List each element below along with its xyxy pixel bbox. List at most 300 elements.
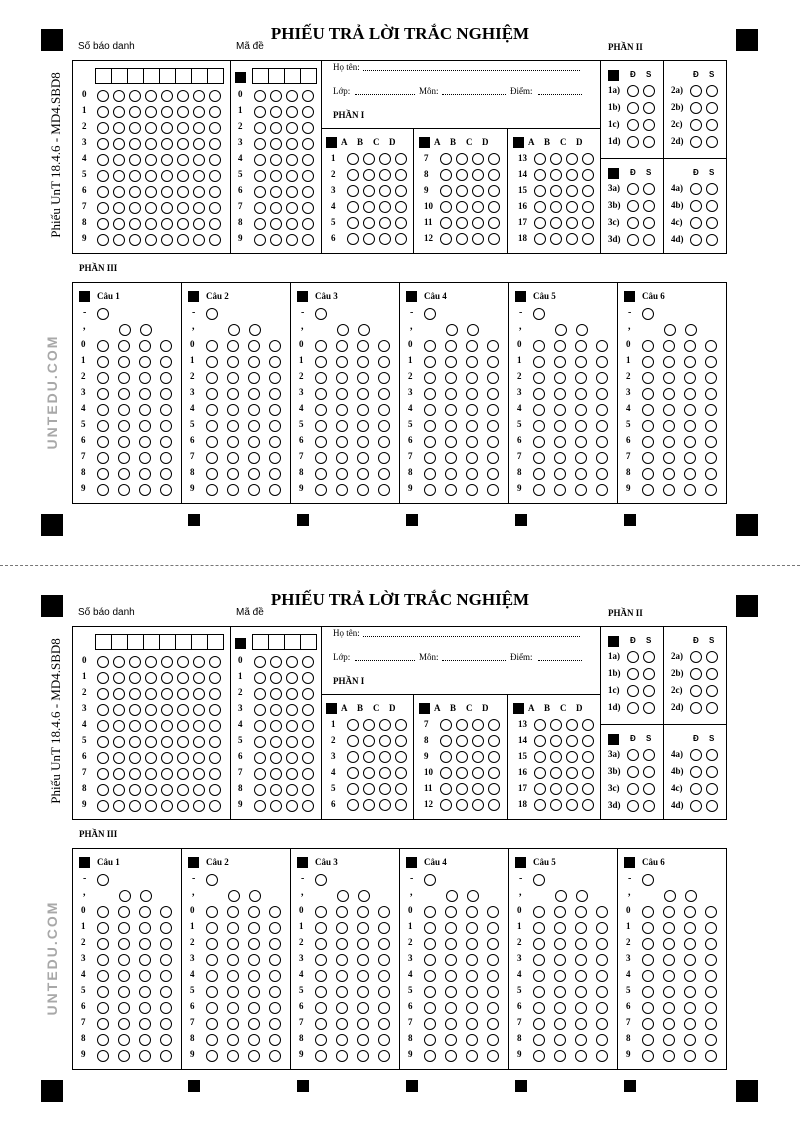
- part1-answer-bubble[interactable]: [347, 217, 359, 229]
- part1-answer-bubble[interactable]: [363, 719, 375, 731]
- part1-answer-bubble[interactable]: [534, 799, 546, 811]
- part1-answer-bubble[interactable]: [363, 153, 375, 165]
- part3-digit-bubble[interactable]: [97, 1018, 109, 1030]
- part3-digit-bubble[interactable]: [642, 372, 654, 384]
- part3-digit-bubble[interactable]: [445, 388, 457, 400]
- part3-digit-bubble[interactable]: [487, 404, 499, 416]
- part3-digit-bubble[interactable]: [315, 970, 327, 982]
- part2-true-bubble[interactable]: [627, 200, 639, 212]
- sbd-bubble[interactable]: [193, 122, 205, 134]
- part3-digit-bubble[interactable]: [466, 452, 478, 464]
- part3-digit-bubble[interactable]: [663, 1034, 675, 1046]
- exam-code-bubble[interactable]: [254, 704, 266, 716]
- sbd-bubble[interactable]: [193, 656, 205, 668]
- part3-digit-bubble[interactable]: [642, 1050, 654, 1062]
- part3-digit-bubble[interactable]: [554, 452, 566, 464]
- sbd-bubble[interactable]: [145, 768, 157, 780]
- part3-digit-bubble[interactable]: [378, 356, 390, 368]
- part3-digit-bubble[interactable]: [487, 1034, 499, 1046]
- exam-code-bubble[interactable]: [254, 656, 266, 668]
- sbd-bubble[interactable]: [129, 218, 141, 230]
- part3-digit-bubble[interactable]: [663, 986, 675, 998]
- exam-code-bubble[interactable]: [254, 672, 266, 684]
- part3-digit-bubble[interactable]: [642, 388, 654, 400]
- exam-code-digit-cell[interactable]: [284, 634, 301, 650]
- part3-digit-bubble[interactable]: [97, 1050, 109, 1062]
- exam-code-bubble[interactable]: [270, 688, 282, 700]
- sbd-bubble[interactable]: [161, 656, 173, 668]
- sbd-bubble[interactable]: [193, 720, 205, 732]
- part3-digit-bubble[interactable]: [575, 1034, 587, 1046]
- part3-digit-bubble[interactable]: [705, 1018, 717, 1030]
- sbd-bubble[interactable]: [161, 138, 173, 150]
- part2-false-bubble[interactable]: [706, 651, 718, 663]
- part1-answer-bubble[interactable]: [440, 217, 452, 229]
- part1-answer-bubble[interactable]: [472, 169, 484, 181]
- sbd-bubble[interactable]: [145, 704, 157, 716]
- part3-digit-bubble[interactable]: [248, 468, 260, 480]
- sbd-bubble[interactable]: [129, 768, 141, 780]
- part1-answer-bubble[interactable]: [582, 783, 594, 795]
- part3-digit-bubble[interactable]: [596, 372, 608, 384]
- part3-digit-bubble[interactable]: [160, 970, 172, 982]
- part3-digit-bubble[interactable]: [97, 922, 109, 934]
- part3-digit-bubble[interactable]: [466, 420, 478, 432]
- part2-false-bubble[interactable]: [643, 800, 655, 812]
- part3-digit-bubble[interactable]: [642, 484, 654, 496]
- part1-answer-bubble[interactable]: [395, 201, 407, 213]
- exam-code-bubble[interactable]: [302, 720, 314, 732]
- part3-digit-bubble[interactable]: [642, 938, 654, 950]
- sbd-bubble[interactable]: [177, 704, 189, 716]
- part3-digit-bubble[interactable]: [269, 1034, 281, 1046]
- sbd-bubble[interactable]: [113, 170, 125, 182]
- part3-digit-bubble[interactable]: [424, 388, 436, 400]
- part2-false-bubble[interactable]: [643, 685, 655, 697]
- exam-code-bubble[interactable]: [286, 122, 298, 134]
- part3-digit-bubble[interactable]: [424, 1018, 436, 1030]
- part3-digit-bubble[interactable]: [315, 1034, 327, 1046]
- part3-digit-bubble[interactable]: [378, 404, 390, 416]
- part3-digit-bubble[interactable]: [554, 484, 566, 496]
- part3-digit-bubble[interactable]: [684, 372, 696, 384]
- sbd-bubble[interactable]: [97, 202, 109, 214]
- part3-digit-bubble[interactable]: [487, 970, 499, 982]
- part3-digit-bubble[interactable]: [466, 1034, 478, 1046]
- part3-digit-bubble[interactable]: [596, 356, 608, 368]
- part3-digit-bubble[interactable]: [533, 906, 545, 918]
- sbd-bubble[interactable]: [145, 234, 157, 246]
- part3-digit-bubble[interactable]: [248, 436, 260, 448]
- comma-bubble[interactable]: [467, 890, 479, 902]
- part3-digit-bubble[interactable]: [466, 1018, 478, 1030]
- part3-digit-bubble[interactable]: [424, 468, 436, 480]
- part3-digit-bubble[interactable]: [466, 484, 478, 496]
- part1-answer-bubble[interactable]: [395, 767, 407, 779]
- part3-digit-bubble[interactable]: [336, 388, 348, 400]
- sbd-bubble[interactable]: [129, 704, 141, 716]
- part3-digit-bubble[interactable]: [206, 922, 218, 934]
- part3-digit-bubble[interactable]: [596, 1002, 608, 1014]
- part1-answer-bubble[interactable]: [456, 767, 468, 779]
- sbd-bubble[interactable]: [145, 688, 157, 700]
- part1-answer-bubble[interactable]: [363, 185, 375, 197]
- sbd-bubble[interactable]: [177, 768, 189, 780]
- part1-answer-bubble[interactable]: [488, 719, 500, 731]
- part3-digit-bubble[interactable]: [487, 922, 499, 934]
- part3-digit-bubble[interactable]: [160, 436, 172, 448]
- exam-code-digit-cell[interactable]: [284, 68, 301, 84]
- part3-digit-bubble[interactable]: [378, 372, 390, 384]
- exam-code-bubble[interactable]: [270, 800, 282, 812]
- part3-digit-bubble[interactable]: [705, 1050, 717, 1062]
- part3-digit-bubble[interactable]: [160, 1002, 172, 1014]
- part3-digit-bubble[interactable]: [269, 372, 281, 384]
- part1-answer-bubble[interactable]: [582, 153, 594, 165]
- part3-digit-bubble[interactable]: [445, 484, 457, 496]
- sbd-bubble[interactable]: [209, 800, 221, 812]
- part3-digit-bubble[interactable]: [424, 1034, 436, 1046]
- part3-digit-bubble[interactable]: [315, 452, 327, 464]
- part1-answer-bubble[interactable]: [488, 201, 500, 213]
- sbd-bubble[interactable]: [145, 186, 157, 198]
- exam-code-bubble[interactable]: [286, 234, 298, 246]
- part3-digit-bubble[interactable]: [336, 1034, 348, 1046]
- part1-answer-bubble[interactable]: [456, 217, 468, 229]
- part3-digit-bubble[interactable]: [269, 388, 281, 400]
- part1-answer-bubble[interactable]: [550, 169, 562, 181]
- sbd-bubble[interactable]: [97, 800, 109, 812]
- sbd-bubble[interactable]: [161, 186, 173, 198]
- exam-code-bubble[interactable]: [286, 720, 298, 732]
- sbd-bubble[interactable]: [113, 154, 125, 166]
- exam-code-bubble[interactable]: [302, 138, 314, 150]
- part3-digit-bubble[interactable]: [227, 452, 239, 464]
- part3-digit-bubble[interactable]: [487, 986, 499, 998]
- part3-digit-bubble[interactable]: [269, 484, 281, 496]
- exam-code-bubble[interactable]: [254, 154, 266, 166]
- part1-answer-bubble[interactable]: [379, 751, 391, 763]
- part3-digit-bubble[interactable]: [160, 954, 172, 966]
- part1-answer-bubble[interactable]: [440, 735, 452, 747]
- part1-answer-bubble[interactable]: [440, 767, 452, 779]
- sbd-bubble[interactable]: [97, 704, 109, 716]
- part2-false-bubble[interactable]: [706, 183, 718, 195]
- sbd-bubble[interactable]: [97, 186, 109, 198]
- part3-digit-bubble[interactable]: [227, 1018, 239, 1030]
- comma-bubble[interactable]: [140, 890, 152, 902]
- part3-digit-bubble[interactable]: [575, 986, 587, 998]
- part3-digit-bubble[interactable]: [269, 356, 281, 368]
- part3-digit-bubble[interactable]: [596, 452, 608, 464]
- part2-false-bubble[interactable]: [706, 85, 718, 97]
- part3-digit-bubble[interactable]: [424, 452, 436, 464]
- part3-digit-bubble[interactable]: [227, 340, 239, 352]
- part3-digit-bubble[interactable]: [554, 1050, 566, 1062]
- part3-digit-bubble[interactable]: [160, 404, 172, 416]
- part3-digit-bubble[interactable]: [466, 436, 478, 448]
- part1-answer-bubble[interactable]: [440, 201, 452, 213]
- part3-digit-bubble[interactable]: [269, 954, 281, 966]
- exam-code-bubble[interactable]: [254, 170, 266, 182]
- sbd-bubble[interactable]: [113, 90, 125, 102]
- part3-digit-bubble[interactable]: [97, 452, 109, 464]
- part3-digit-bubble[interactable]: [554, 986, 566, 998]
- part3-digit-bubble[interactable]: [97, 372, 109, 384]
- part1-answer-bubble[interactable]: [440, 233, 452, 245]
- part3-digit-bubble[interactable]: [315, 436, 327, 448]
- sbd-bubble[interactable]: [177, 800, 189, 812]
- part3-digit-bubble[interactable]: [97, 938, 109, 950]
- part1-answer-bubble[interactable]: [582, 735, 594, 747]
- part3-digit-bubble[interactable]: [378, 436, 390, 448]
- exam-code-bubble[interactable]: [302, 186, 314, 198]
- part1-answer-bubble[interactable]: [395, 719, 407, 731]
- part3-digit-bubble[interactable]: [663, 340, 675, 352]
- part3-digit-bubble[interactable]: [554, 468, 566, 480]
- sbd-bubble[interactable]: [193, 90, 205, 102]
- part1-answer-bubble[interactable]: [347, 185, 359, 197]
- part1-answer-bubble[interactable]: [363, 169, 375, 181]
- sbd-bubble[interactable]: [193, 672, 205, 684]
- part3-digit-bubble[interactable]: [315, 372, 327, 384]
- minus-bubble[interactable]: [424, 874, 436, 886]
- sbd-bubble[interactable]: [209, 720, 221, 732]
- part3-digit-bubble[interactable]: [160, 1018, 172, 1030]
- part3-digit-bubble[interactable]: [533, 468, 545, 480]
- sbd-bubble[interactable]: [193, 688, 205, 700]
- part2-true-bubble[interactable]: [690, 749, 702, 761]
- part2-false-bubble[interactable]: [643, 234, 655, 246]
- part1-answer-bubble[interactable]: [488, 185, 500, 197]
- part3-digit-bubble[interactable]: [139, 922, 151, 934]
- part3-digit-bubble[interactable]: [248, 1002, 260, 1014]
- part2-true-bubble[interactable]: [690, 766, 702, 778]
- part3-digit-bubble[interactable]: [97, 340, 109, 352]
- exam-code-bubble[interactable]: [254, 90, 266, 102]
- part3-digit-bubble[interactable]: [118, 372, 130, 384]
- comma-bubble[interactable]: [446, 890, 458, 902]
- part3-digit-bubble[interactable]: [424, 340, 436, 352]
- exam-code-bubble[interactable]: [254, 218, 266, 230]
- part3-digit-bubble[interactable]: [227, 372, 239, 384]
- sbd-bubble[interactable]: [209, 106, 221, 118]
- name-field[interactable]: [363, 70, 580, 71]
- sbd-bubble[interactable]: [113, 218, 125, 230]
- part2-true-bubble[interactable]: [627, 217, 639, 229]
- part3-digit-bubble[interactable]: [160, 468, 172, 480]
- part3-digit-bubble[interactable]: [466, 1050, 478, 1062]
- part1-answer-bubble[interactable]: [550, 767, 562, 779]
- part3-digit-bubble[interactable]: [596, 1018, 608, 1030]
- part3-digit-bubble[interactable]: [357, 986, 369, 998]
- exam-code-bubble[interactable]: [254, 186, 266, 198]
- comma-bubble[interactable]: [555, 324, 567, 336]
- part1-answer-bubble[interactable]: [379, 201, 391, 213]
- part3-digit-bubble[interactable]: [160, 452, 172, 464]
- part3-digit-bubble[interactable]: [575, 906, 587, 918]
- part3-digit-bubble[interactable]: [533, 340, 545, 352]
- part3-digit-bubble[interactable]: [487, 484, 499, 496]
- part2-false-bubble[interactable]: [706, 200, 718, 212]
- part3-digit-bubble[interactable]: [575, 1002, 587, 1014]
- sbd-bubble[interactable]: [193, 218, 205, 230]
- sbd-bubble[interactable]: [129, 154, 141, 166]
- part3-digit-bubble[interactable]: [139, 388, 151, 400]
- exam-code-bubble[interactable]: [302, 218, 314, 230]
- part2-false-bubble[interactable]: [643, 651, 655, 663]
- sbd-bubble[interactable]: [177, 218, 189, 230]
- part3-digit-bubble[interactable]: [487, 420, 499, 432]
- part3-digit-bubble[interactable]: [227, 420, 239, 432]
- part3-digit-bubble[interactable]: [139, 970, 151, 982]
- part3-digit-bubble[interactable]: [596, 468, 608, 480]
- part3-digit-bubble[interactable]: [642, 356, 654, 368]
- part3-digit-bubble[interactable]: [357, 954, 369, 966]
- part3-digit-bubble[interactable]: [336, 986, 348, 998]
- part3-digit-bubble[interactable]: [139, 906, 151, 918]
- part3-digit-bubble[interactable]: [684, 1018, 696, 1030]
- sbd-bubble[interactable]: [193, 186, 205, 198]
- part3-digit-bubble[interactable]: [487, 436, 499, 448]
- part3-digit-bubble[interactable]: [315, 404, 327, 416]
- part1-answer-bubble[interactable]: [488, 233, 500, 245]
- exam-code-bubble[interactable]: [286, 672, 298, 684]
- part3-digit-bubble[interactable]: [533, 484, 545, 496]
- sbd-bubble[interactable]: [129, 656, 141, 668]
- part3-digit-bubble[interactable]: [315, 986, 327, 998]
- part2-false-bubble[interactable]: [706, 783, 718, 795]
- part1-answer-bubble[interactable]: [440, 185, 452, 197]
- exam-code-bubble[interactable]: [270, 704, 282, 716]
- part3-digit-bubble[interactable]: [554, 436, 566, 448]
- part3-digit-bubble[interactable]: [118, 986, 130, 998]
- part1-answer-bubble[interactable]: [582, 767, 594, 779]
- exam-code-bubble[interactable]: [302, 784, 314, 796]
- part3-digit-bubble[interactable]: [445, 452, 457, 464]
- part2-false-bubble[interactable]: [643, 136, 655, 148]
- part3-digit-bubble[interactable]: [684, 420, 696, 432]
- exam-code-bubble[interactable]: [302, 106, 314, 118]
- part3-digit-bubble[interactable]: [269, 1050, 281, 1062]
- part1-answer-bubble[interactable]: [534, 783, 546, 795]
- part3-digit-bubble[interactable]: [336, 356, 348, 368]
- part3-digit-bubble[interactable]: [705, 404, 717, 416]
- part3-digit-bubble[interactable]: [118, 420, 130, 432]
- part1-answer-bubble[interactable]: [363, 783, 375, 795]
- comma-bubble[interactable]: [576, 324, 588, 336]
- part3-digit-bubble[interactable]: [705, 906, 717, 918]
- part2-true-bubble[interactable]: [627, 102, 639, 114]
- sbd-bubble[interactable]: [177, 202, 189, 214]
- exam-code-bubble[interactable]: [302, 704, 314, 716]
- sbd-digit-cell[interactable]: [207, 634, 224, 650]
- comma-bubble[interactable]: [119, 324, 131, 336]
- part3-digit-bubble[interactable]: [269, 970, 281, 982]
- sbd-bubble[interactable]: [209, 752, 221, 764]
- part3-digit-bubble[interactable]: [424, 356, 436, 368]
- part3-digit-bubble[interactable]: [357, 340, 369, 352]
- exam-code-bubble[interactable]: [286, 736, 298, 748]
- part3-digit-bubble[interactable]: [248, 404, 260, 416]
- comma-bubble[interactable]: [358, 890, 370, 902]
- part3-digit-bubble[interactable]: [684, 452, 696, 464]
- part3-digit-bubble[interactable]: [663, 922, 675, 934]
- part3-digit-bubble[interactable]: [596, 1034, 608, 1046]
- part1-answer-bubble[interactable]: [566, 169, 578, 181]
- sbd-bubble[interactable]: [97, 138, 109, 150]
- sbd-bubble[interactable]: [113, 138, 125, 150]
- exam-code-bubble[interactable]: [254, 234, 266, 246]
- part2-false-bubble[interactable]: [706, 217, 718, 229]
- comma-bubble[interactable]: [358, 324, 370, 336]
- part1-answer-bubble[interactable]: [347, 201, 359, 213]
- minus-bubble[interactable]: [424, 308, 436, 320]
- part3-digit-bubble[interactable]: [118, 484, 130, 496]
- part3-digit-bubble[interactable]: [445, 906, 457, 918]
- part3-digit-bubble[interactable]: [336, 340, 348, 352]
- part3-digit-bubble[interactable]: [97, 906, 109, 918]
- part2-true-bubble[interactable]: [690, 85, 702, 97]
- part3-digit-bubble[interactable]: [466, 922, 478, 934]
- part1-answer-bubble[interactable]: [550, 233, 562, 245]
- exam-code-bubble[interactable]: [286, 106, 298, 118]
- part3-digit-bubble[interactable]: [596, 906, 608, 918]
- part3-digit-bubble[interactable]: [554, 922, 566, 934]
- sbd-bubble[interactable]: [97, 768, 109, 780]
- part3-digit-bubble[interactable]: [684, 954, 696, 966]
- part3-digit-bubble[interactable]: [663, 404, 675, 416]
- part1-answer-bubble[interactable]: [363, 233, 375, 245]
- sbd-bubble[interactable]: [177, 138, 189, 150]
- part3-digit-bubble[interactable]: [118, 1018, 130, 1030]
- part3-digit-bubble[interactable]: [705, 468, 717, 480]
- exam-code-bubble[interactable]: [270, 170, 282, 182]
- part1-answer-bubble[interactable]: [566, 153, 578, 165]
- part1-answer-bubble[interactable]: [379, 767, 391, 779]
- part1-answer-bubble[interactable]: [534, 217, 546, 229]
- part2-false-bubble[interactable]: [643, 217, 655, 229]
- part3-digit-bubble[interactable]: [269, 468, 281, 480]
- sbd-digit-cell[interactable]: [207, 68, 224, 84]
- part3-digit-bubble[interactable]: [118, 452, 130, 464]
- part3-digit-bubble[interactable]: [663, 436, 675, 448]
- part3-digit-bubble[interactable]: [487, 938, 499, 950]
- sbd-bubble[interactable]: [209, 656, 221, 668]
- sbd-bubble[interactable]: [161, 672, 173, 684]
- part1-answer-bubble[interactable]: [472, 783, 484, 795]
- part3-digit-bubble[interactable]: [357, 356, 369, 368]
- exam-code-bubble[interactable]: [254, 122, 266, 134]
- part3-digit-bubble[interactable]: [206, 986, 218, 998]
- sbd-bubble[interactable]: [113, 752, 125, 764]
- sbd-bubble[interactable]: [177, 154, 189, 166]
- sbd-bubble[interactable]: [177, 784, 189, 796]
- comma-bubble[interactable]: [337, 890, 349, 902]
- exam-code-bubble[interactable]: [286, 688, 298, 700]
- sbd-bubble[interactable]: [161, 202, 173, 214]
- part1-answer-bubble[interactable]: [379, 735, 391, 747]
- part1-answer-bubble[interactable]: [566, 735, 578, 747]
- exam-code-bubble[interactable]: [254, 736, 266, 748]
- part1-answer-bubble[interactable]: [440, 719, 452, 731]
- part1-answer-bubble[interactable]: [347, 153, 359, 165]
- part2-true-bubble[interactable]: [627, 651, 639, 663]
- part3-digit-bubble[interactable]: [642, 404, 654, 416]
- sbd-bubble[interactable]: [161, 720, 173, 732]
- sbd-bubble[interactable]: [97, 154, 109, 166]
- exam-code-bubble[interactable]: [254, 720, 266, 732]
